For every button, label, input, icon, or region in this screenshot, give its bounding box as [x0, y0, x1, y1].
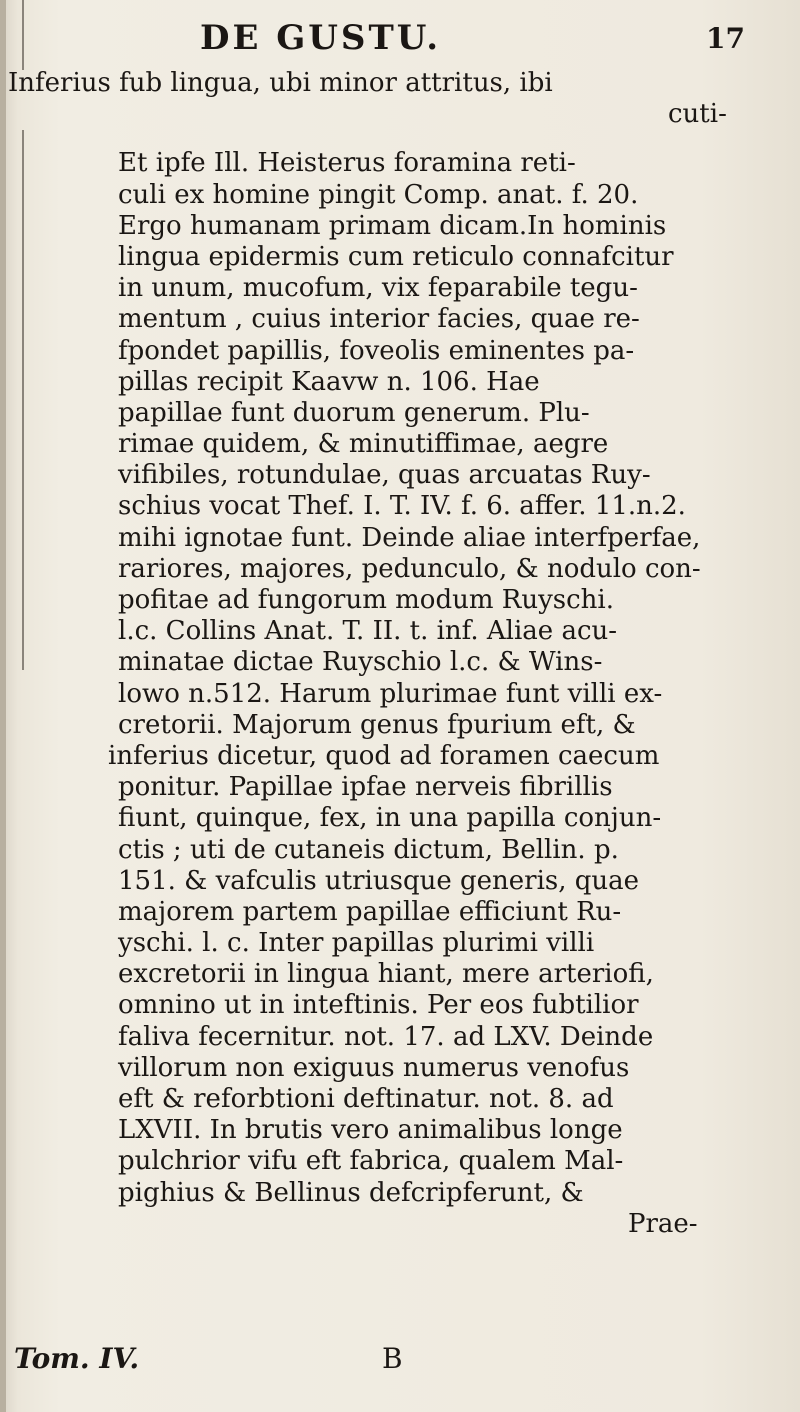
text-line: ponitur. Papillae ipfae nerveis fibrillis — [118, 772, 613, 803]
body-text — [8, 68, 788, 1240]
text-line: 151. & vafculis utriusque generis, quae — [118, 865, 640, 896]
text-line: culi ex homine pingit Comp. anat. f. 20. — [118, 179, 639, 210]
text-line: mihi ignotae funt. Deinde aliae interfperfae, — [118, 522, 701, 553]
text-line: Ergo humanam primam dicam.In hominis — [118, 210, 667, 241]
text-line: l.c. Collins Anat. T. II. t. inf. Aliae acu- — [118, 616, 618, 647]
gathering-signature: B — [382, 1342, 403, 1375]
page-binding-edge — [0, 0, 6, 1412]
text-line: rimae quidem, & minutiffimae, aegre — [118, 429, 609, 460]
text-line: lingua epidermis cum reticulo connafcitur — [118, 241, 674, 272]
text-line: pighius & Bellinus defcripferunt, & — [118, 1177, 584, 1208]
text-line: LXVII. In brutis vero animalibus longe — [118, 1115, 623, 1146]
text-line: yschi. l. c. Inter papillas plurimi villi — [118, 928, 595, 959]
text-line: majorem partem papillae efficiunt Ru- — [118, 896, 622, 927]
text-line: cretorii. Majorum genus fpurium eft, & — [118, 709, 636, 740]
text-line: minatae dictae Ruyschio l.c. & Wins- — [118, 647, 603, 678]
text-line: in unum, mucofum, vix feparabile tegu- — [118, 273, 638, 304]
running-head: DE GUSTU. — [200, 18, 442, 58]
catchword: Prae- — [628, 1208, 698, 1239]
text-line: omnino ut in inteftinis. Per eos fubtilior — [118, 990, 639, 1021]
page-header — [0, 14, 800, 64]
text-line: faliva fecernitur. not. 17. ad LXV. Deinde — [118, 1021, 654, 1052]
text-line: cuti- — [668, 99, 727, 130]
text-line: vifibiles, rotundulae, quas arcuatas Ruy- — [118, 460, 651, 491]
text-line: schius vocat Thef. I. T. IV. f. 6. affer. 11.n.2. — [118, 491, 686, 522]
text-line: papillae funt duorum generum. Plu- — [118, 397, 590, 428]
text-line: inferius dicetur, quod ad foramen caecum — [108, 740, 660, 771]
text-line: mentum , cuius interior facies, quae re- — [118, 304, 640, 335]
volume-signature: Tom. IV. — [14, 1342, 140, 1375]
page-number: 17 — [706, 22, 745, 55]
text-line: rariores, majores, pedunculo, & nodulo con- — [118, 553, 701, 584]
text-line: Et ipfe Ill. Heisterus foramina reti- — [118, 148, 576, 179]
text-line: fpondet papillis, foveolis eminentes pa- — [118, 335, 635, 366]
text-line: eft & reforbtioni deftinatur. not. 8. ad — [118, 1084, 614, 1114]
text-line: pulchrior vifu eft fabrica, qualem Mal- — [118, 1146, 624, 1177]
text-line: villorum non exiguus numerus venofus — [118, 1052, 630, 1083]
line-gap — [8, 130, 788, 148]
page-footer — [0, 1342, 800, 1382]
text-line: excretorii in lingua hiant, mere arteriofi, — [118, 959, 654, 990]
text-line: Inferius fub lingua, ubi minor attritus, ibi — [8, 68, 553, 98]
text-line: ctis ; uti de cutaneis dictum, Bellin. p. — [118, 834, 619, 865]
text-line: pillas recipit Kaavw n. 106. Hae — [118, 366, 540, 397]
text-line: lowo n.512. Harum plurimae funt villi ex- — [118, 678, 663, 709]
text-line: pofitae ad fungorum modum Ruyschi. — [118, 585, 615, 615]
text-line: fiunt, quinque, fex, in una papilla conjun- — [118, 803, 662, 834]
